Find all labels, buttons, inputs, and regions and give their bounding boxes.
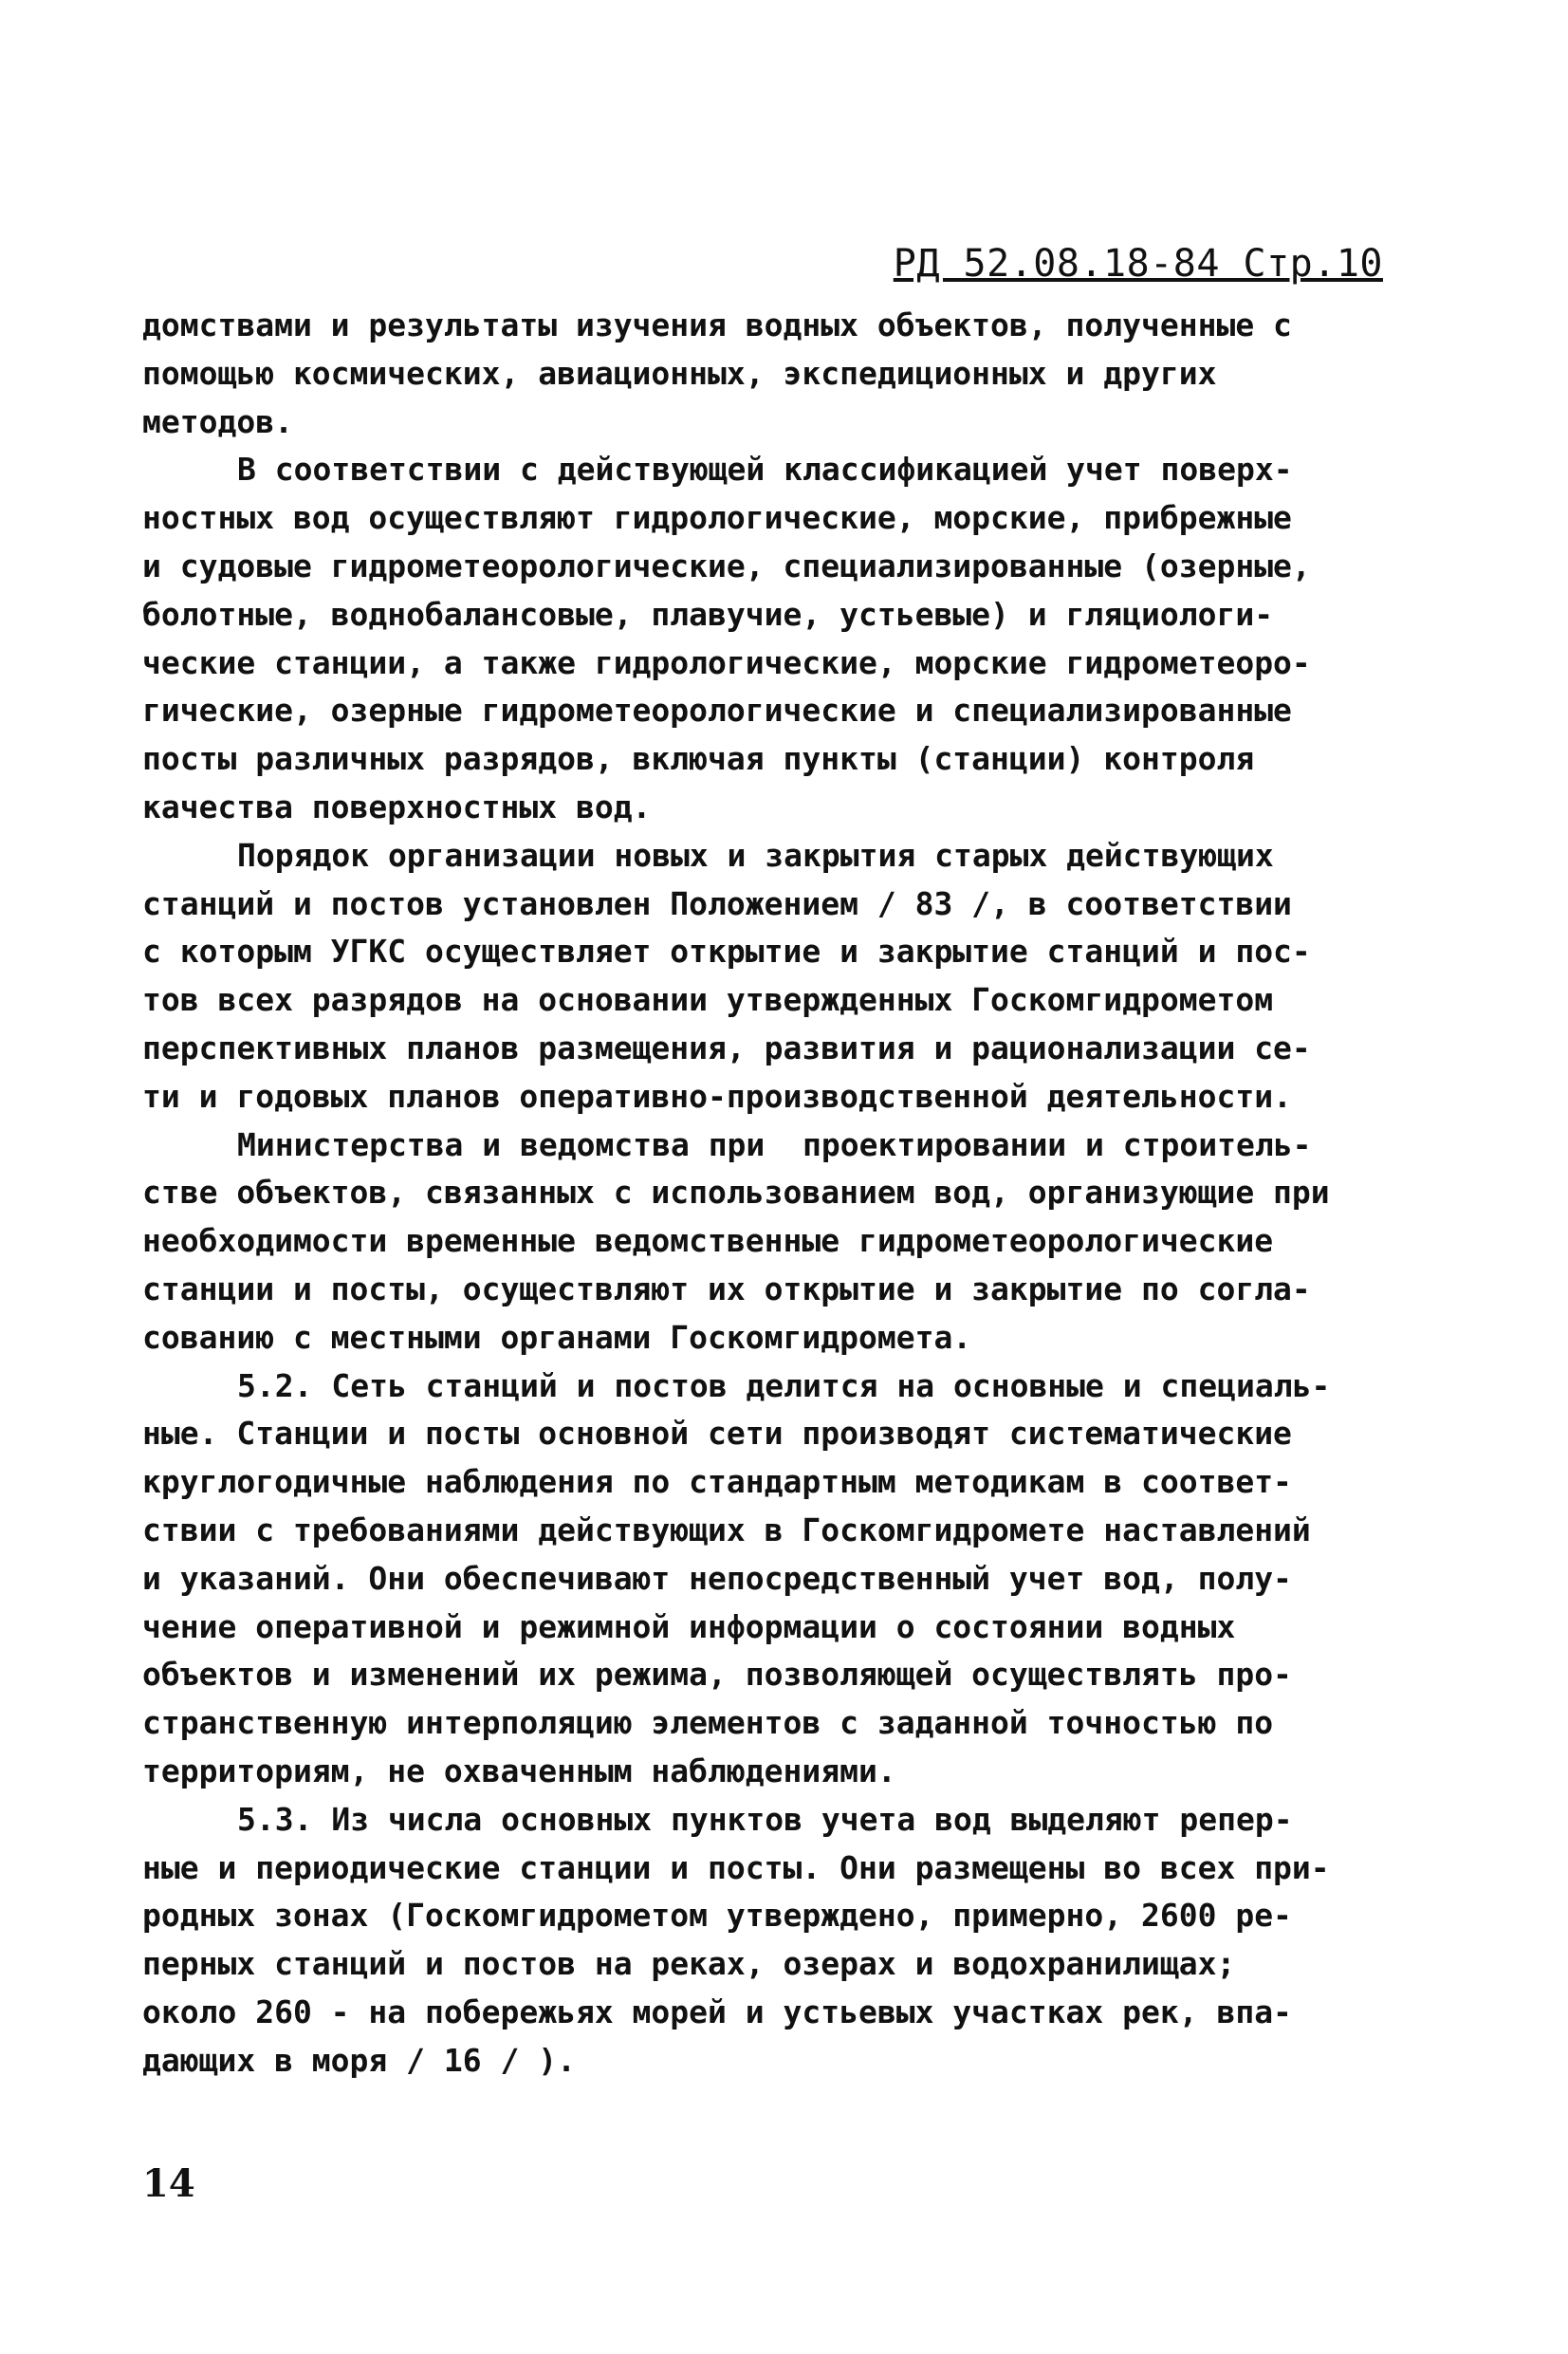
text-line: гические, озерные гидрометеорологические и специализированные xyxy=(142,692,1292,730)
text-line: с которым УГКС осуществляет открытие и закрытие станций и пос- xyxy=(142,933,1311,971)
text-line: ные и периодические станции и посты. Они размещены во всех при- xyxy=(142,1848,1330,1886)
text-line: станций и постов установлен Положением / 83 /, в соответствии xyxy=(142,884,1292,922)
text-line: Порядок организации новых и закрытия старых действующих xyxy=(237,836,1274,874)
text-line: ческие станции, а также гидрологические, морские гидрометеоро- xyxy=(142,643,1311,681)
text-line: В соответствии с действующей классификацией учет поверх- xyxy=(237,451,1293,489)
text-line: дающих в моря / 16 / ). xyxy=(142,2041,576,2079)
text-line: 5.3. Из числа основных пунктов учета вод выделяют репер- xyxy=(237,1800,1293,1838)
text-line: перспективных планов размещения, развития и рационализации се- xyxy=(142,1029,1311,1066)
text-line: станции и посты, осуществляют их открытие и закрытие по согла- xyxy=(142,1270,1311,1307)
document-body xyxy=(142,302,1432,2085)
text-line: болотные, воднобалансовые, плавучие, устьевые) и гляциологи- xyxy=(142,595,1274,633)
text-line: ные. Станции и посты основной сети производят систематические xyxy=(142,1415,1292,1453)
text-line: объектов и изменений их режима, позволяющей осуществлять про- xyxy=(142,1656,1292,1694)
text-line: методов. xyxy=(142,402,293,440)
text-line: перных станций и постов на реках, озерах и водохранилищах; xyxy=(142,1945,1236,1983)
text-line: круглогодичные наблюдения по стандартным методикам в соответ- xyxy=(142,1463,1292,1501)
text-line: посты различных разрядов, включая пункты (станции) контроля xyxy=(142,740,1255,778)
text-line: ностных вод осуществляют гидрологические, морские, прибрежные xyxy=(142,499,1292,537)
text-line: стве объектов, связанных с использованием вод, организующие при xyxy=(142,1174,1330,1212)
text-line: домствами и результаты изучения водных объектов, полученные с xyxy=(142,306,1292,343)
text-line: и судовые гидрометеорологические, специализированные (озерные, xyxy=(142,547,1311,584)
text-line: 5.2. Сеть станций и постов делится на основные и специаль- xyxy=(237,1366,1331,1404)
text-line: тов всех разрядов на основании утвержденных Госкомгидрометом xyxy=(142,981,1274,1019)
text-line: ствии с требованиями действующих в Госкомгидромете наставлений xyxy=(142,1511,1311,1548)
text-line: родных зонах (Госкомгидрометом утверждено, примерно, 2600 ре- xyxy=(142,1897,1292,1935)
text-line: странственную интерполяцию элементов с заданной точностью по xyxy=(142,1704,1274,1742)
text-line: и указаний. Они обеспечивают непосредственный учет вод, полу- xyxy=(142,1559,1292,1597)
text-line: ти и годовых планов оперативно-производственной деятельности. xyxy=(142,1077,1292,1115)
text-line: помощью космических, авиационных, экспедиционных и других xyxy=(142,354,1217,392)
page-number: 14 xyxy=(142,2161,195,2206)
text-line: территориям, не охваченным наблюдениями. xyxy=(142,1752,896,1789)
text-line: необходимости временные ведомственные гидрометеорологические xyxy=(142,1222,1274,1260)
text-line: качества поверхностных вод. xyxy=(142,788,652,825)
text-line: Министерства и ведомства при проектировании и строитель- xyxy=(237,1125,1312,1163)
text-line: около 260 - на побережьях морей и устьевых участках рек, впа- xyxy=(142,1993,1292,2030)
text-line: сованию с местными органами Госкомгидромета. xyxy=(142,1318,972,1356)
page-header: РД 52.08.18-84 Стр.10 xyxy=(893,242,1383,286)
text-line: чение оперативной и режимной информации о состоянии водных xyxy=(142,1607,1236,1645)
